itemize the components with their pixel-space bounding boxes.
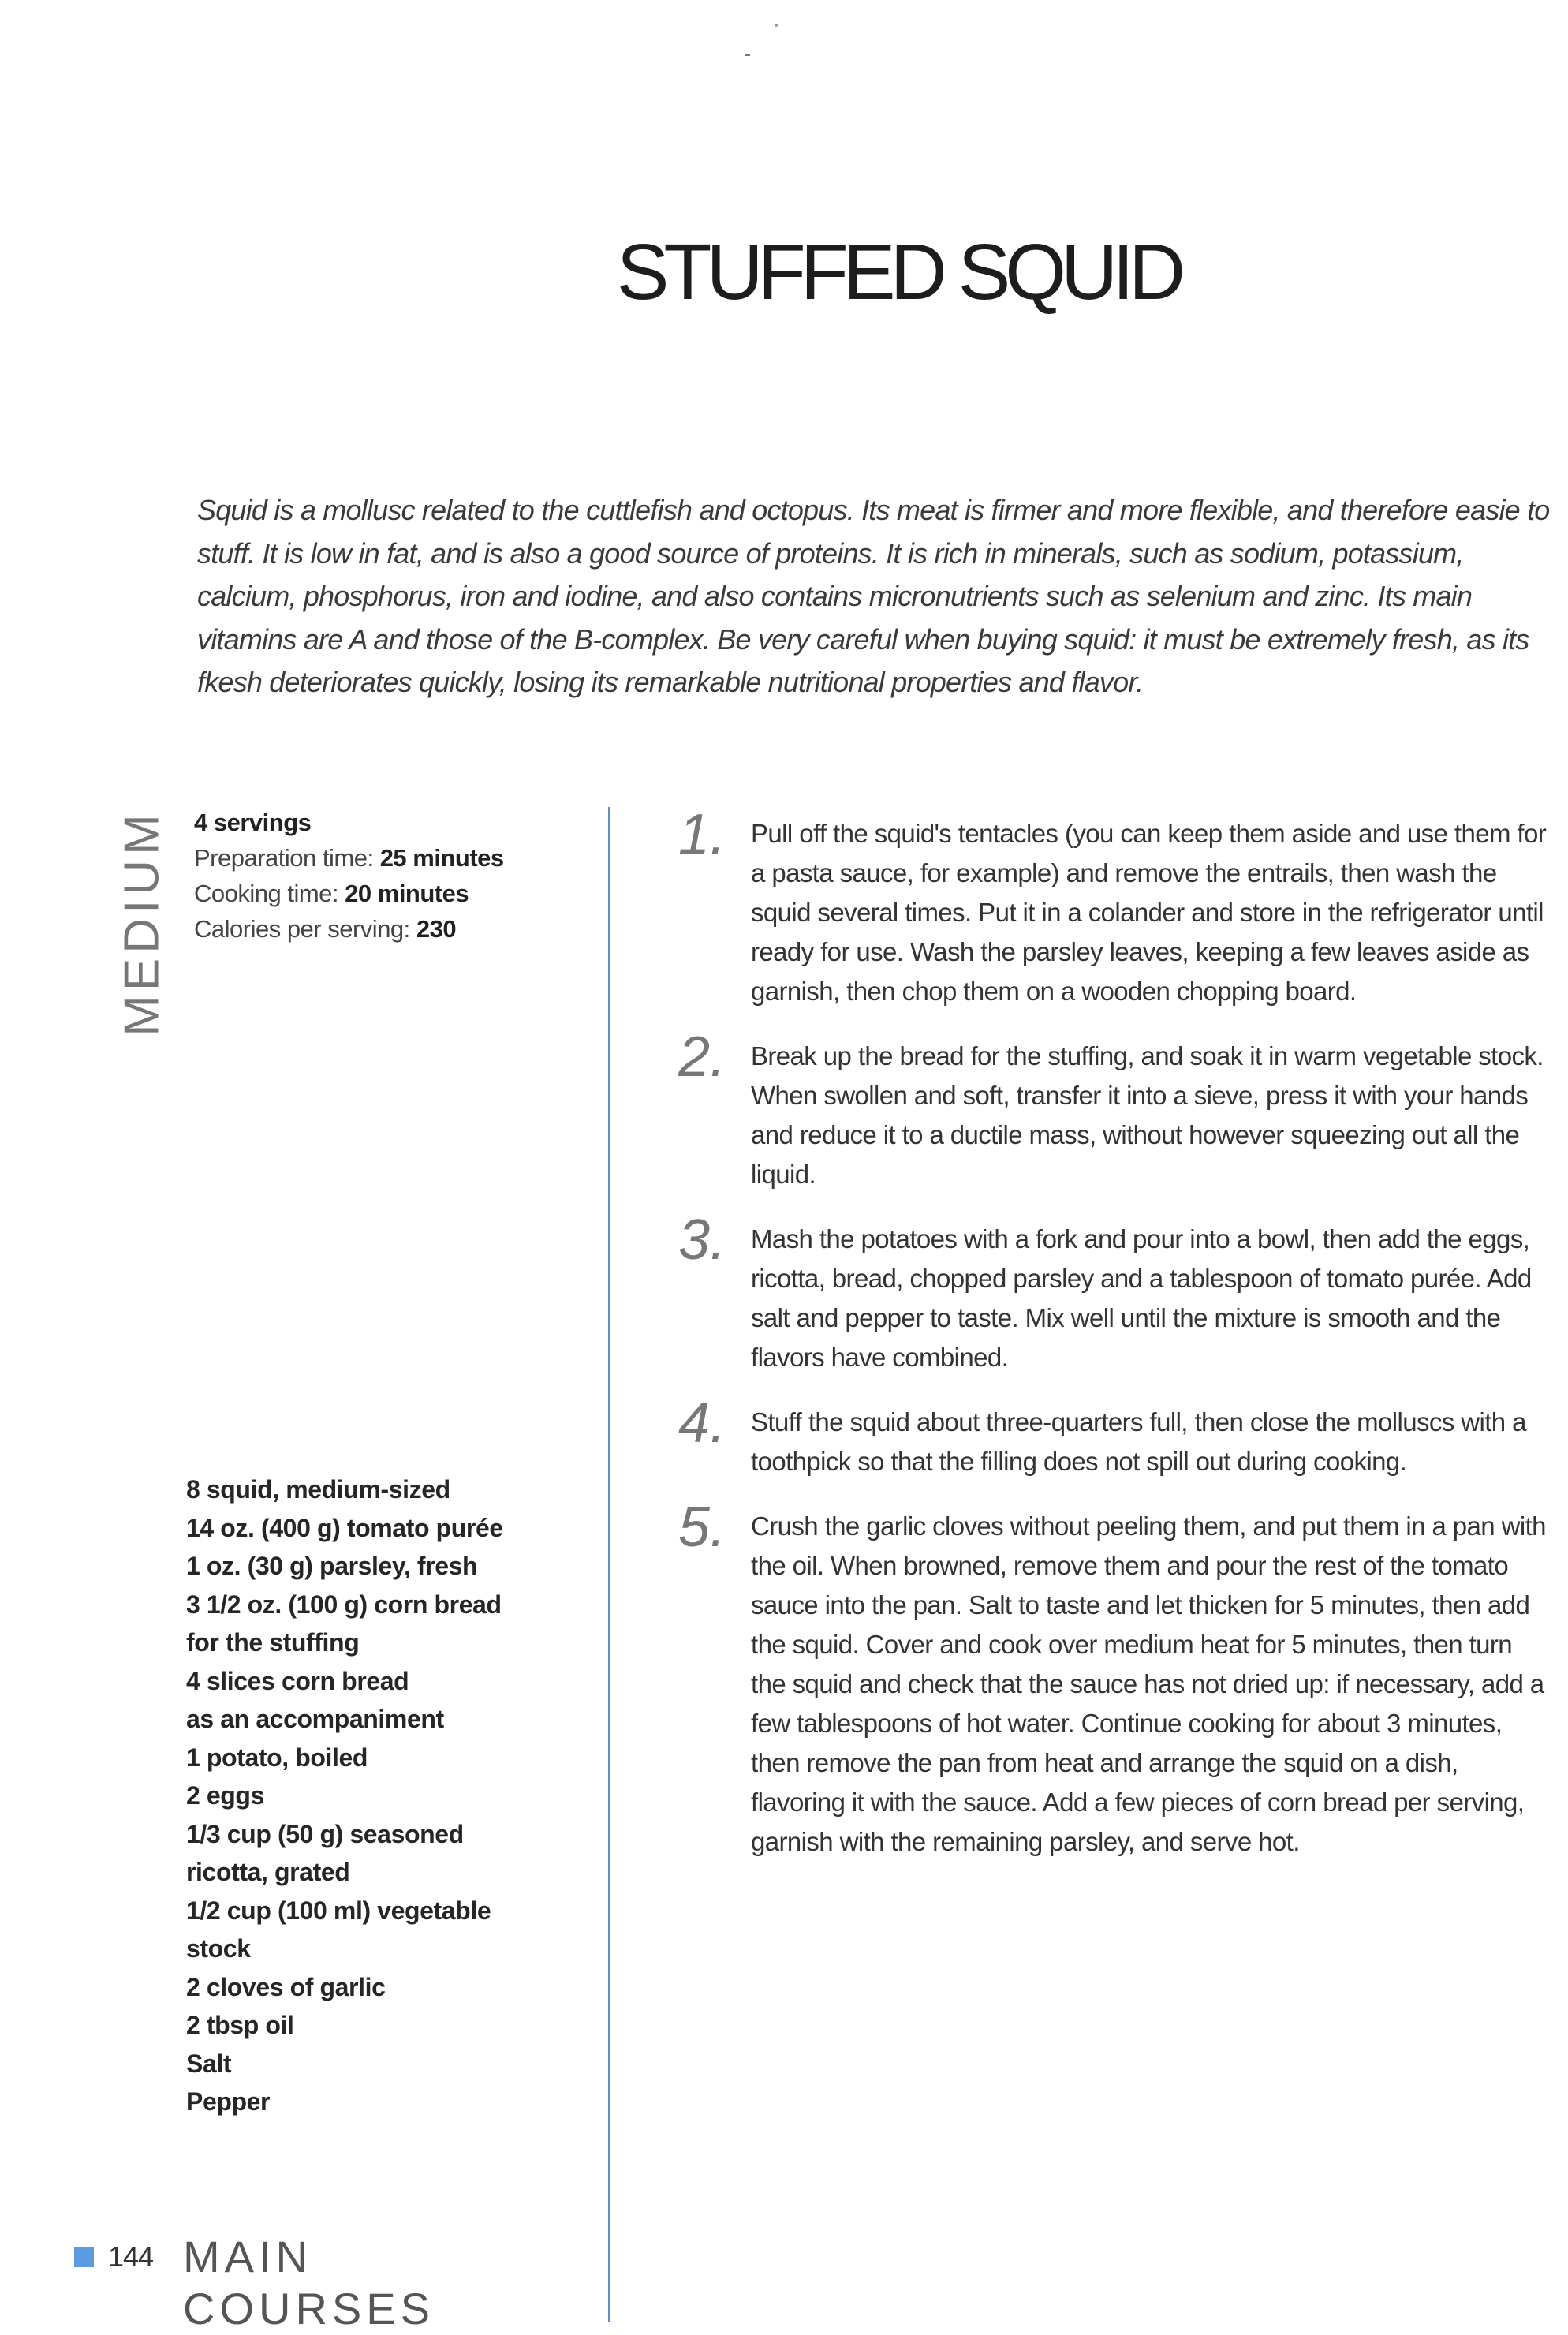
intro-line: as its fkesh deteriorates quickly, losing its remarkable nutritional properties and flavor.	[197, 622, 1529, 698]
ingredient-item: stock	[186, 1934, 251, 1963]
ingredient-item: ricotta, grated	[186, 1858, 350, 1886]
step-line: cooking.	[1313, 1447, 1407, 1476]
step-line: in the refrigerator until ready for use. Wash the parsley leaves,	[751, 898, 1544, 966]
steps-list	[678, 803, 1554, 1887]
section-name	[183, 2231, 435, 2335]
step-number: 2.	[678, 1026, 726, 1089]
cook-label: Cooking time:	[194, 880, 339, 907]
ingredient-item: 1 oz. (30 g) parsley, fresh	[186, 1552, 478, 1580]
servings: 4 servings	[194, 809, 312, 836]
ingredient-item: 1 potato, boiled	[186, 1743, 368, 1772]
ingredient-item: for the stuffing	[186, 1628, 360, 1657]
step-line: pan with the oil. When browned, remove them and pour the rest	[751, 1511, 1546, 1580]
step-line: the remaining parsley, and serve hot.	[890, 1827, 1300, 1856]
recipe-info	[194, 805, 504, 947]
scan-speck	[775, 24, 778, 27]
ingredient-item: 1/2 cup (100 ml) vegetable	[186, 1896, 491, 1925]
column-divider	[608, 807, 610, 2322]
calories-value: 230	[416, 915, 457, 943]
prep-label: Preparation time:	[194, 844, 374, 872]
step-3	[678, 1209, 1554, 1377]
step-line: keeping a few leaves aside as garnish, then chop them on a	[751, 937, 1529, 1006]
section-color-marker	[74, 2247, 94, 2267]
intro-line: to stuff. It is low in fat, and is also a good source of proteins. It is rich in minerals, such as sodium, potassium,	[197, 494, 1550, 570]
step-line: heat for 5 minutes, then turn the squid and check that the sauce	[751, 1630, 1513, 1698]
step-line: sauce. Add a few pieces of corn bread per serving, garnish with	[751, 1788, 1525, 1856]
ingredient-item: Salt	[186, 2049, 232, 2078]
step-line: has not dried up: if necessary, add a few tablespoons of hot water.	[751, 1669, 1544, 1738]
step-line: vegetable stock. When swollen and soft, transfer it into a sieve,	[751, 1041, 1544, 1110]
step-line: Stuff the squid about three-quarters full, then close the molluscs	[751, 1407, 1454, 1436]
step-line: Crush the garlic cloves without peeling them, and put them in a	[751, 1511, 1447, 1541]
intro-line: Squid is a mollusc related to the cuttlefish and octopus. Its meat is firmer and more flexible, and therefore easie	[197, 494, 1520, 526]
calories-label: Calories per serving:	[194, 915, 410, 943]
step-line: the eggs, ricotta, bread, chopped parsley and a tablespoon of	[751, 1224, 1530, 1293]
ingredient-item: as an accompaniment	[186, 1705, 444, 1733]
step-2	[678, 1026, 1554, 1194]
ingredient-item: 14 oz. (400 g) tomato purée	[186, 1513, 503, 1542]
step-line: Mash the potatoes with a fork and pour into a bowl, then add	[751, 1224, 1421, 1253]
step-line: then wash the squid several times. Put it in a colander and store	[751, 858, 1497, 927]
step-5	[678, 1496, 1554, 1862]
step-line: Pull off the squid's tentacles (you can keep them aside and use	[751, 819, 1448, 848]
step-line: press it with your hands and reduce it to a ductile mass, without	[751, 1081, 1529, 1149]
ingredient-item: 3 1/2 oz. (100 g) corn bread	[186, 1590, 502, 1619]
step-text	[751, 1403, 1547, 1481]
step-text	[751, 1220, 1547, 1377]
step-line: however squeezing out all the liquid.	[751, 1120, 1520, 1189]
step-number: 5.	[678, 1496, 726, 1559]
step-line: mixture is smooth and the flavors have combined.	[751, 1303, 1501, 1372]
step-line: from heat and arrange the squid on a dish, flavoring it with the	[751, 1748, 1458, 1817]
difficulty-label	[114, 809, 170, 1037]
step-line: Continue cooking for about 3 minutes, then remove the pan	[751, 1709, 1503, 1777]
step-text	[751, 1037, 1547, 1194]
ingredient-item: 4 slices corn bread	[186, 1666, 409, 1695]
scan-speck	[745, 54, 750, 56]
intro-paragraph	[197, 489, 1554, 704]
step-1	[678, 803, 1554, 1011]
prep-value: 25 minutes	[379, 844, 504, 872]
page-number: 144	[108, 2240, 154, 2273]
difficulty-text: MEDIUM	[114, 809, 170, 1037]
ingredient-item: 1/3 cup (50 g) seasoned	[186, 1819, 464, 1848]
ingredients-list	[186, 1470, 503, 2121]
step-line: them for a pasta sauce, for example) and remove the entrails,	[751, 819, 1547, 887]
step-number: 1.	[678, 803, 726, 866]
intro-line: calcium, phosphorus, iron and iodine, and also contains micronutrients such as selenium and zinc. Its main	[197, 580, 1473, 612]
ingredient-item: Pepper	[186, 2087, 271, 2116]
step-text	[751, 814, 1547, 1011]
step-line: tomato purée. Add salt and pepper to taste. Mix well until the	[751, 1264, 1532, 1332]
step-line: 5 minutes, then add the squid. Cover and cook over medium	[751, 1590, 1530, 1659]
ingredient-item: 2 tbsp oil	[186, 2011, 294, 2039]
step-text	[751, 1507, 1547, 1862]
step-line: wooden chopping board.	[1081, 977, 1357, 1006]
section-line-1: MAIN	[183, 2232, 312, 2281]
step-line: with a toothpick so that the filling does not spill out during	[751, 1407, 1526, 1476]
ingredient-item: 8 squid, medium-sized	[186, 1475, 450, 1504]
recipe-title: STUFFED SQUID	[616, 228, 1181, 316]
cook-value: 20 minutes	[345, 880, 469, 907]
intro-line: vitamins are A and those of the B-complex. Be very careful when buying squid: it must be extremely fresh,	[197, 622, 1460, 656]
step-line: of the tomato sauce into the pan. Salt to taste and let thicken for	[751, 1551, 1509, 1620]
step-number: 3.	[678, 1209, 726, 1272]
step-number: 4.	[678, 1392, 726, 1455]
step-4	[678, 1392, 1554, 1481]
ingredient-item: 2 cloves of garlic	[186, 1972, 386, 2001]
section-line-2: COURSES	[183, 2284, 435, 2333]
step-line: Break up the bread for the stuffing, and soak it in warm	[751, 1041, 1357, 1070]
ingredient-item: 2 eggs	[186, 1781, 264, 1810]
